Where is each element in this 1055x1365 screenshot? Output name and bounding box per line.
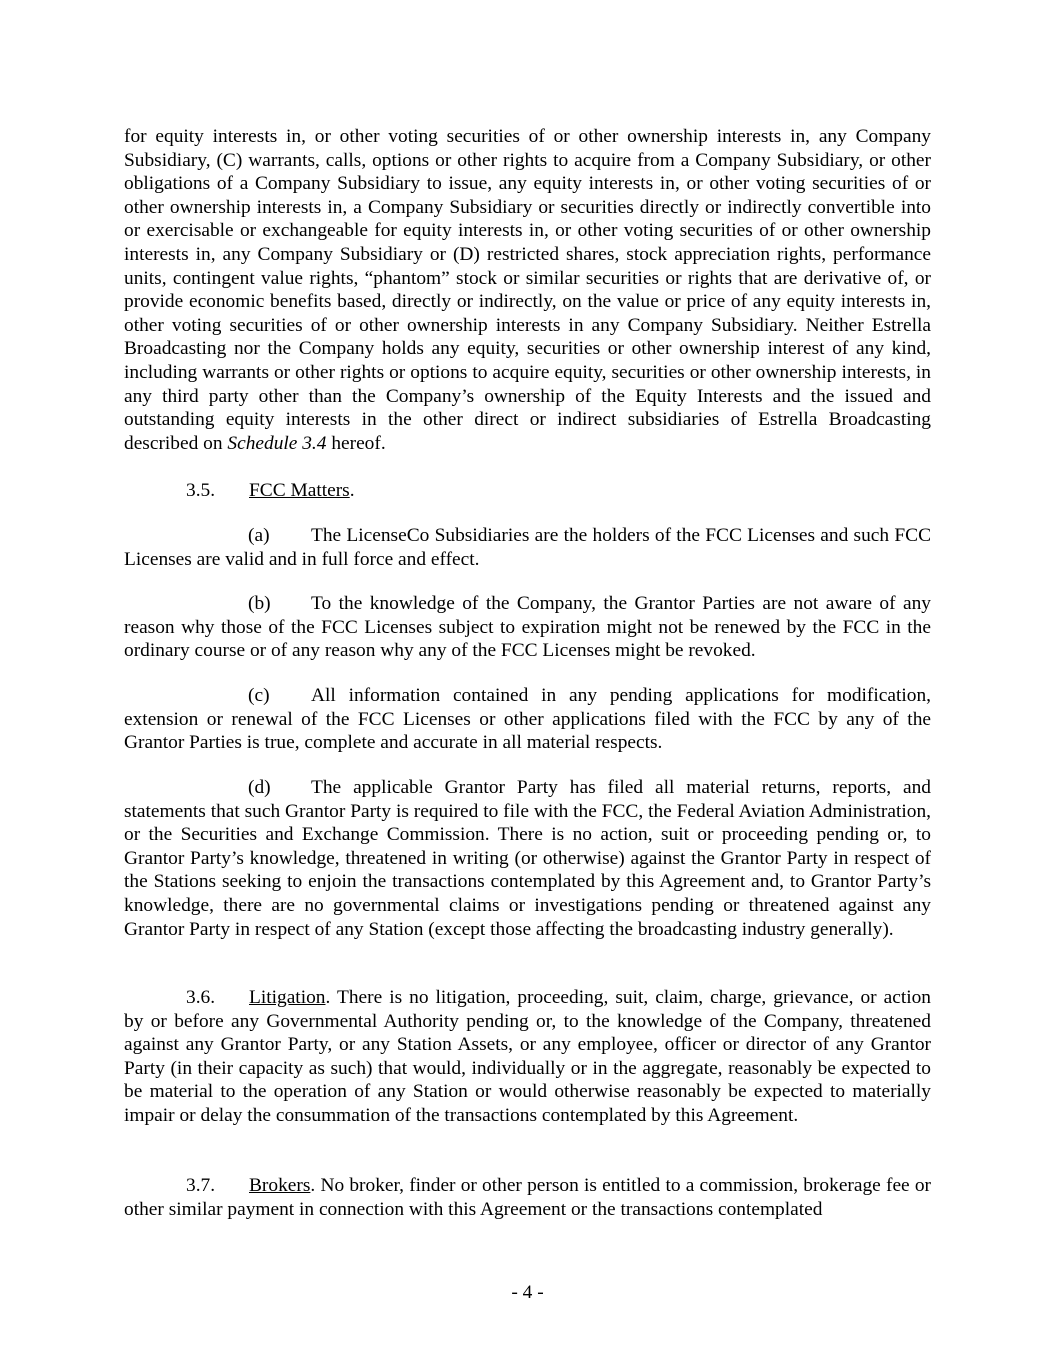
section-number: 3.7. [186,1175,216,1196]
section-3-7: 3.7. Brokers. No broker, finder or other person is entitled to a commission, brokerage fee or other similar payment in connection with this Agreement or the transactions contemplated [124,1175,931,1220]
subsection-text: The applicable Grantor Party has filed all material returns, reports, and statements that such Grantor Party is required to file with the FCC, the Federal Aviation Administration, or the Securities and Exchange Commission. There is no action, suit or proceeding pending or, to Grantor Party’s knowledge, threatened in writing (or otherwise) against the Grantor Party in respect of the Stations seeking to enjoin the transactions contemplated by this Agreement and, to Grantor Party’s knowledge, there are no governmental claims or investigations pending or threatened against any Grantor Party in respect of any Station (except those affecting the broadcasting industry generally). [124,777,931,940]
section-3-6: 3.6. Litigation. There is no litigation, proceeding, suit, claim, charge, grievance, or action by or before any Governmental Authority pending or, to the knowledge of the Company, threatened against any Grantor Party, or any Station Assets, or any employee, officer or director of any Grantor Party (in their capacity as such) that would, individually or in the aggregate, reasonably be expected to be material to the operation of any Station or would otherwise reasonably be expected to materially impair or delay the consummation of the transactions contemplated by this Agreement. [124,987,931,1126]
subsection-d [124,776,931,941]
continuation-paragraph [124,125,931,455]
subsection-label: (d) [248,777,271,798]
subsection-label: (c) [248,685,270,706]
subsection-a [124,524,931,571]
continuation-tail: hereof. [326,432,386,454]
subsection-text: The LicenseCo Subsidiaries are the holders of the FCC Licenses and such FCC Licenses are valid and in full force and effect. [124,525,931,570]
subsection-text: All information contained in any pending applications for modification, extension or renewal of the FCC Licenses or other applications filed with the FCC by any of the Grantor Parties is true, complete and accurate in all material respects. [124,685,931,754]
section-title: Brokers [249,1175,311,1196]
subsection-c [124,684,931,755]
section-number: 3.5. [186,480,216,501]
section-title: FCC Matters [249,480,350,501]
subsection-label: (a) [248,525,270,546]
section-number: 3.6. [186,987,216,1008]
schedule-reference: Schedule 3.4 [227,432,327,454]
section-body: There is no litigation, proceeding, suit, claim, charge, grievance, or action by or before any Governmental Authority pending or, to the knowledge of the Company, threatened against any Grantor Party, or any Station Assets, or any employee, officer or director of any Grantor Party (in their capacity as such) that would, individually or in the aggregate, reasonably be expected to be material to the operation of any Station or would otherwise reasonably be expected to materially impair or delay the consummation of the transactions contemplated by this Agreement. [124,987,931,1126]
section-body: No broker, finder or other person is entitled to a commission, brokerage fee or other similar payment in connection with this Agreement or the transactions contemplated [124,1175,931,1220]
continuation-text: for equity interests in, or other voting securities of or other ownership interests in, any Company Subsidiary, (C) warrants, calls, options or other rights to acquire from a Company Subsidiary, or other obligations of a Company Subsidiary to issue, any equity interests in, or other voting securities of or other ownership interests in, a Company Subsidiary or securities directly or indirectly convertible into or exercisable or exchangeable for equity interests in, or other voting securities of or other ownership interests in, any Company Subsidiary or (D) restricted shares, stock appreciation rights, performance units, contingent value rights, “phantom” stock or similar securities or rights that are derivative of, or provide economic benefits based, directly or indirectly, on the value or price of any equity interests in, other voting securities of or other ownership interests in any Company Subsidiary. Neither Estrella Broadcasting nor the Company holds any equity, securities or other ownership interest of any kind, including warrants or other rights or options to acquire equity, securities or other ownership interests, in any third party other than the Company’s ownership of the Equity Interests and the issued and outstanding equity interests in the other direct or indirect subsidiaries of Estrella Broadcasting described on [124,126,931,454]
section-title: Litigation [249,987,326,1008]
subsection-b [124,592,931,663]
subsection-text: To the knowledge of the Company, the Grantor Parties are not aware of any reason why those of the FCC Licenses subject to expiration might not be renewed by the FCC in the ordinary course or of any reason why any of the FCC Licenses might be revoked. [124,593,931,662]
subsection-label: (b) [248,593,271,614]
page-number: - 4 - [511,1282,544,1303]
section-3-5-heading: 3.5. FCC Matters. [186,480,355,501]
